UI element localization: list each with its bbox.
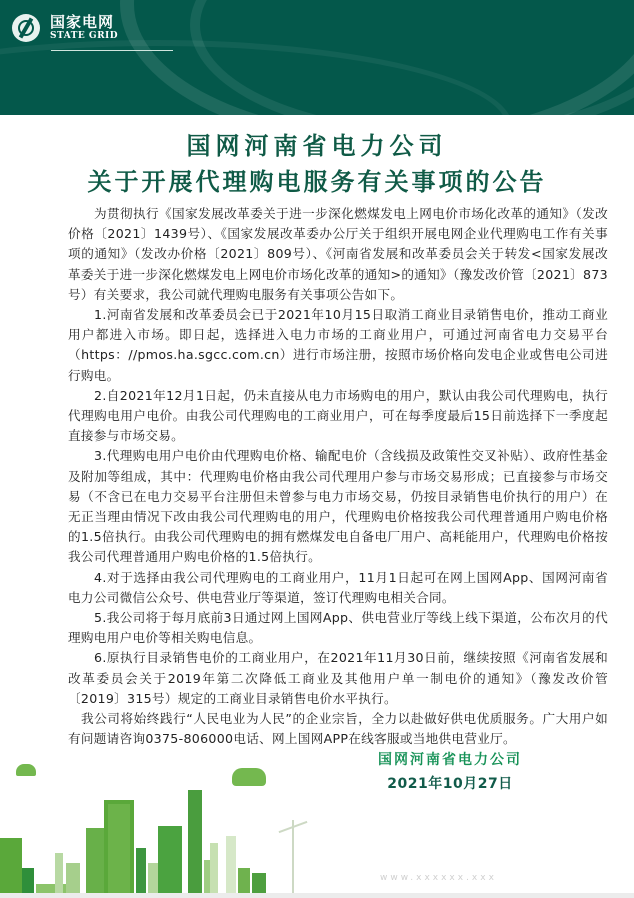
signature-block [370,748,530,796]
logo-chinese-name: 国家电网 [50,13,115,31]
item-paragraph-2: 2.自2021年12月1日起，仍未直接从电力市场购电的用户，默认由我公司代理购电，执行代理购电用户电价。由我公司代理购电的工商业用户，可在每季度最后15日前选择下一季度起直接参与市场交易。 [68,387,608,444]
globe-emblem-icon [12,14,40,42]
logo-underline [51,50,173,51]
title-line-1: 国网河南省电力公司 [186,131,448,160]
watermark-text: www.xxxxxx.xxx [380,873,497,883]
item-paragraph-5: 5.我公司将于每月底前3日通过网上国网App、供电营业厅等线上线下渠道，公布次月的代理购电用户电价等相关购电信息。 [68,610,608,646]
signature-date: 2021年10月27日 [387,776,513,792]
title-line-2: 关于开展代理购电服务有关事项的公告 [87,167,547,196]
state-grid-logo [12,14,118,42]
item-paragraph-3: 3.代理购电用户电价由代理购电价格、输配电价（含线损及政策性交叉补贴）、政府性基金及附加等组成，其中：代理购电价格由我公司代理用户参与市场交易形成；已直接参与市场交易（不含已在电力交易平台注册但未曾参与电力市场交易，仍按目录销售电价执行的用户）在无正当理由情况下改由我公司代理购电的用户，代理购电价格按我公司代理普通用户购电价格的1.5倍执行。由我公司代理购电的拥有燃煤发电自备电厂用户、高耗能用户，代理购电价格按我公司代理普通用户购电价格的1.5倍执行。 [68,448,608,565]
signature-organization: 国网河南省电力公司 [378,752,522,768]
green-city-skyline-illustration [0,760,330,898]
announcement-body [68,204,608,749]
closing-paragraph: 我公司将始终践行“人民电业为人民”的企业宗旨，全力以赴做好供电优质服务。广大用户如有问题请咨询0375-806000电话、网上国网APP在线客服或当地供电营业厅。 [68,711,608,747]
header-banner [0,0,634,115]
logo-english-name: STATE GRID [50,31,119,41]
item-paragraph-4: 4.对于选择由我公司代理购电的工商业用户，11月1日起可在网上国网App、国网河南省电力公司微信公众号、供电营业厅等渠道，签订代理购电相关合同。 [68,569,608,605]
item-paragraph-1: 1.河南省发展和改革委员会已于2021年10月15日取消工商业目录销售电价，推动工商业用户都进入市场。即日起，选择进入电力市场的工商业用户，可通过河南省电力交易平台（https：//pmos.ha.sgcc.com.cn）进行市场注册，按照市场价格向发电企业或售电公司进行购电。 [68,307,608,383]
intro-paragraph: 为贯彻执行《国家发展改革委关于进一步深化燃煤发电上网电价市场化改革的通知》（发改价格〔2021〕1439号）、《国家发展改革委办公厅关于组织开展电网企业代理购电工作有关事项的通知》（发改办价格〔2021〕809号）、《河南省发展和改革委员会关于转发<国家发展改革委关于进一步深化燃煤发电上网电价市场化改革的通知>的通知》（豫发改价管〔2021〕873号）有关要求，我公司就代理购电服务有关事项公告如下。 [68,206,608,302]
item-paragraph-6: 6.原执行目录销售电价的工商业用户，在2021年11月30日前，继续按照《河南省发展和改革委员会关于2019年第二次降低工商业及其他用户单一制电价的通知》（豫发改价管〔2019〕315号）规定的工商业目录销售电价水平执行。 [68,650,608,706]
announcement-title [0,128,634,200]
footer-bar [0,893,634,898]
